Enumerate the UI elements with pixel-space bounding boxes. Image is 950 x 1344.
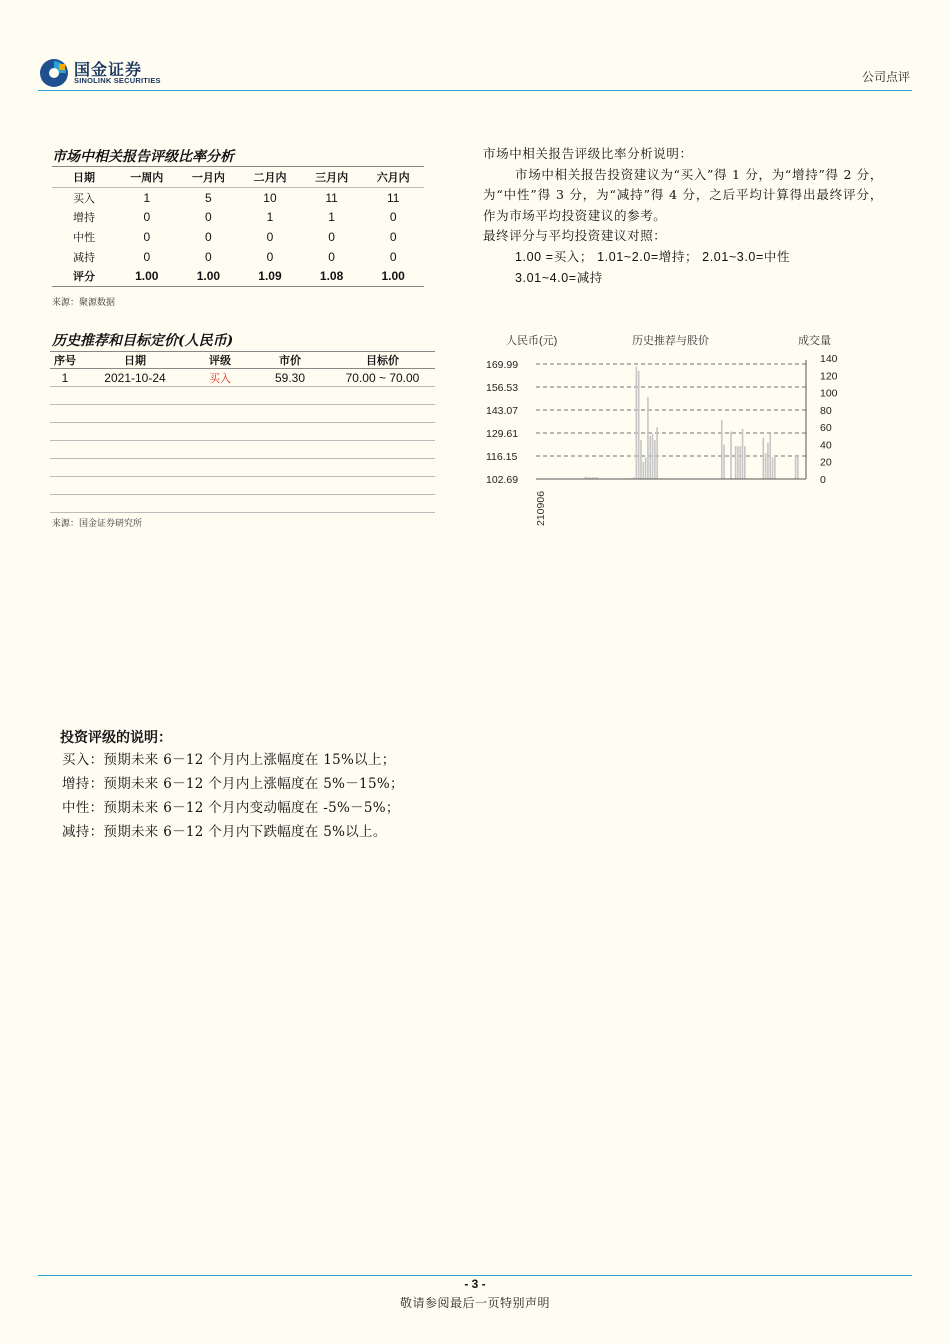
table-cell: 59.30 bbox=[250, 369, 330, 387]
footer-divider bbox=[38, 1275, 912, 1276]
x-axis-tick-label: 210906 bbox=[535, 490, 547, 526]
volume-bar bbox=[730, 431, 732, 479]
table-row bbox=[52, 247, 424, 267]
right-tick-label: 100 bbox=[820, 387, 838, 400]
volume-bar bbox=[765, 453, 767, 479]
history-recommendation-title: 历史推荐和目标定价(人民币) bbox=[52, 333, 234, 349]
volume-bar bbox=[795, 455, 797, 479]
column-header: 序号 bbox=[50, 352, 80, 369]
document-type-label: 公司点评 bbox=[861, 70, 910, 84]
history-recommendation-table bbox=[50, 351, 435, 513]
volume-bar bbox=[735, 446, 737, 479]
logo-text-cn: 国金证券 bbox=[74, 62, 143, 79]
table-cell: 0 bbox=[266, 249, 274, 264]
explanation-body: 市场中相关报告投资建议为“买入”得 1 分，为“增持”得 2 分，为“中性”得 3 分，为“减持”得 4 分，之后平均计算得出最终评分，作为市场平均投资建议的参考。 bbox=[483, 166, 883, 223]
table-cell: 0 bbox=[389, 229, 397, 244]
volume-bars bbox=[585, 367, 799, 479]
right-tick-label: 0 bbox=[820, 474, 826, 486]
row-label: 买入 bbox=[73, 191, 95, 205]
volume-bar bbox=[739, 446, 741, 479]
table-header-row bbox=[50, 352, 435, 369]
volume-bar bbox=[767, 443, 769, 479]
right-tick-label: 140 bbox=[820, 353, 838, 365]
table-cell: 1 bbox=[328, 210, 335, 225]
rating-source-note: 来源：聚源数据 bbox=[52, 298, 116, 308]
column-header: 评级 bbox=[190, 352, 250, 369]
history-source-note: 来源：国金证券研究所 bbox=[52, 519, 143, 529]
table-cell: 1.00 bbox=[196, 269, 221, 284]
right-tick-label: 80 bbox=[820, 404, 832, 417]
table-header-row bbox=[52, 167, 424, 188]
table-row bbox=[52, 207, 424, 227]
volume-bar bbox=[640, 440, 642, 479]
volume-bar bbox=[772, 457, 774, 479]
left-tick-label: 116.15 bbox=[486, 451, 518, 463]
column-header: 目标价 bbox=[330, 352, 435, 369]
volume-bar bbox=[649, 436, 651, 479]
volume-bar bbox=[723, 444, 725, 479]
table-row-score bbox=[52, 266, 424, 286]
table-cell: 0 bbox=[143, 249, 151, 264]
left-tick-label: 129.61 bbox=[486, 428, 519, 440]
table-cell: 0 bbox=[389, 210, 397, 225]
volume-bar bbox=[769, 434, 771, 479]
volume-bar bbox=[797, 455, 799, 479]
volume-bar bbox=[763, 438, 765, 479]
table-row-empty bbox=[50, 387, 435, 405]
table-cell: 0 bbox=[205, 249, 212, 264]
table-cell: 1 bbox=[143, 190, 151, 205]
table-row-empty bbox=[50, 441, 435, 459]
volume-bar bbox=[742, 429, 744, 479]
volume-bar bbox=[744, 446, 746, 479]
table-cell: 70.00 ~ 70.00 bbox=[330, 369, 435, 387]
column-header: 六月内 bbox=[376, 170, 410, 184]
table-cell: 1.00 bbox=[381, 269, 405, 284]
volume-bar bbox=[645, 457, 647, 479]
left-tick-label: 156.53 bbox=[486, 382, 519, 394]
rating-ratio-title: 市场中相关报告评级比率分析 bbox=[52, 149, 234, 165]
table-cell: 2021-10-24 bbox=[80, 369, 190, 387]
table-cell: 10 bbox=[263, 190, 277, 205]
logo-mark-icon bbox=[38, 56, 72, 90]
table-row-empty bbox=[50, 495, 435, 513]
table-cell: 0 bbox=[389, 249, 397, 264]
table-cell: 0 bbox=[328, 249, 335, 264]
left-tick-label: 102.69 bbox=[486, 474, 519, 486]
table-row-empty bbox=[50, 405, 435, 423]
mapping-line: 3.01~4.0=减持 bbox=[515, 270, 603, 285]
header-divider bbox=[38, 90, 912, 91]
left-tick-label: 143.07 bbox=[486, 405, 519, 417]
column-header: 市价 bbox=[250, 352, 330, 369]
table-cell: 1.08 bbox=[319, 269, 344, 284]
rating-ratio-table bbox=[52, 166, 424, 287]
volume-bar bbox=[638, 371, 640, 479]
row-label: 增持 bbox=[73, 211, 95, 225]
rating-description-line: 减持：预期未来 6－12 个月内下跌幅度在 5%以上。 bbox=[62, 824, 387, 840]
right-tick-label: 40 bbox=[820, 439, 832, 452]
right-tick-label: 120 bbox=[820, 370, 838, 383]
left-axis-ticks bbox=[486, 359, 518, 486]
volume-bar bbox=[774, 455, 776, 479]
rating-description-title: 投资评级的说明： bbox=[60, 730, 172, 746]
column-header: 一周内 bbox=[130, 170, 164, 184]
mapping-line: 1.00 =买入； 1.01~2.0=增持； 2.01~3.0=中性 bbox=[515, 249, 791, 264]
explanation-title: 市场中相关报告评级比率分析说明： bbox=[483, 146, 693, 161]
table-row bbox=[50, 369, 435, 387]
table-cell: 0 bbox=[143, 210, 151, 225]
mapping-title: 最终评分与平均投资建议对照： bbox=[483, 228, 667, 244]
table-cell: 11 bbox=[325, 190, 338, 205]
table-cell: 1 bbox=[266, 210, 274, 225]
table-row-empty bbox=[50, 477, 435, 495]
footer-disclaimer: 敬请参阅最后一页特别声明 bbox=[399, 1296, 550, 1310]
table-row bbox=[52, 227, 424, 247]
volume-bar bbox=[654, 440, 656, 479]
row-label: 中性 bbox=[73, 230, 95, 244]
column-header: 一月内 bbox=[191, 170, 225, 184]
column-header: 三月内 bbox=[315, 170, 349, 184]
row-label: 减持 bbox=[73, 250, 95, 264]
right-tick-label: 60 bbox=[820, 422, 832, 435]
volume-bar bbox=[643, 462, 645, 479]
table-cell: 1 bbox=[50, 369, 80, 387]
volume-bar bbox=[647, 397, 649, 479]
left-tick-label: 169.99 bbox=[486, 359, 519, 371]
column-header: 日期 bbox=[80, 352, 190, 369]
logo-text-en: SINOLINK SECURITIES bbox=[74, 76, 161, 85]
right-axis-ticks bbox=[820, 353, 838, 486]
rating-description-line: 增持：预期未来 6－12 个月内上涨幅度在 5%－15%； bbox=[62, 776, 404, 792]
volume-bar bbox=[721, 420, 723, 479]
price-volume-chart bbox=[480, 330, 850, 530]
column-header: 日期 bbox=[73, 170, 95, 184]
table-row-empty bbox=[50, 423, 435, 441]
left-axis-label: 人民币(元) bbox=[506, 335, 558, 347]
rating-description-line: 中性：预期未来 6－12 个月内变动幅度在 -5%－5%； bbox=[62, 800, 400, 816]
volume-bar bbox=[656, 427, 658, 479]
table-cell: 0 bbox=[205, 210, 212, 225]
table-cell: 0 bbox=[205, 229, 212, 244]
table-cell: 11 bbox=[386, 190, 400, 205]
rating-description-list bbox=[62, 748, 404, 844]
chart-svg bbox=[480, 330, 850, 530]
volume-bar bbox=[652, 434, 654, 479]
volume-bar bbox=[737, 446, 739, 479]
chart-title: 历史推荐与股价 bbox=[632, 334, 709, 347]
row-label: 评分 bbox=[73, 270, 95, 284]
table-cell: 0 bbox=[266, 229, 274, 244]
rating-description-line: 买入：预期未来 6－12 个月内上涨幅度在 15%以上； bbox=[62, 752, 396, 768]
right-tick-label: 20 bbox=[820, 456, 832, 469]
column-header: 二月内 bbox=[253, 170, 287, 184]
table-row bbox=[52, 187, 424, 207]
chart-gridlines bbox=[536, 364, 806, 456]
table-cell: 0 bbox=[143, 229, 151, 244]
table-cell: 1.09 bbox=[258, 269, 282, 284]
right-axis-label: 成交量 bbox=[798, 334, 831, 347]
table-cell: 0 bbox=[328, 229, 335, 244]
table-cell: 1.00 bbox=[135, 269, 159, 284]
rating-cell: 买入 bbox=[190, 369, 250, 387]
rating-explanation bbox=[483, 144, 883, 288]
volume-bar bbox=[636, 367, 638, 479]
table-row-empty bbox=[50, 459, 435, 477]
page-number: - 3 - bbox=[464, 1277, 486, 1291]
table-cell: 5 bbox=[205, 190, 212, 205]
